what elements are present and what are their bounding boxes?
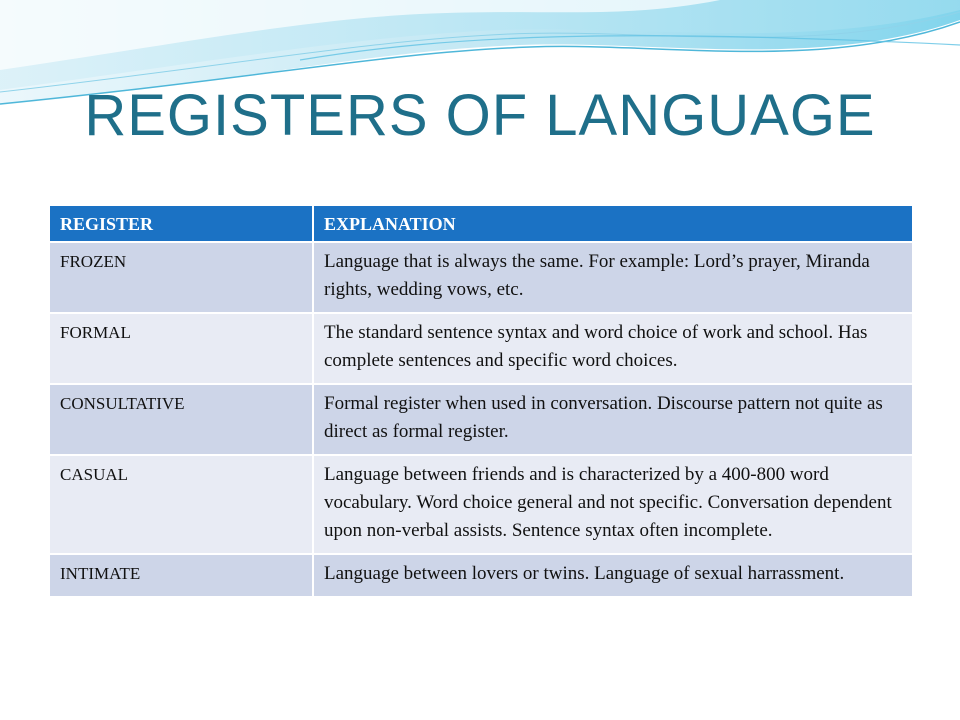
explanation-cell: Language between friends and is characterized by a 400-800 word vocabulary. Word choice general and not specific. Conversation dependent upon non-verbal assists. Sentence syntax often incomplete. xyxy=(313,455,913,554)
explanation-cell: Language that is always the same. For example: Lord’s prayer, Miranda rights, wedding vows, etc. xyxy=(313,242,913,313)
explanation-cell: The standard sentence syntax and word choice of work and school. Has complete sentences and specific word choices. xyxy=(313,313,913,384)
register-cell: CONSULTATIVE xyxy=(49,384,313,455)
table-row xyxy=(49,455,913,554)
table-row xyxy=(49,554,913,597)
table-row xyxy=(49,313,913,384)
register-cell: CASUAL xyxy=(49,455,313,554)
table-header-row xyxy=(49,205,913,242)
register-cell: INTIMATE xyxy=(49,554,313,597)
register-cell: FROZEN xyxy=(49,242,313,313)
table-row xyxy=(49,384,913,455)
table-row xyxy=(49,242,913,313)
header-explanation: EXPLANATION xyxy=(313,205,913,242)
explanation-cell: Formal register when used in conversation. Discourse pattern not quite as direct as formal register. xyxy=(313,384,913,455)
explanation-cell: Language between lovers or twins. Language of sexual harrassment. xyxy=(313,554,913,597)
registers-table xyxy=(48,204,914,598)
header-register: REGISTER xyxy=(49,205,313,242)
slide-title: REGISTERS OF LANGUAGE xyxy=(84,83,876,148)
register-cell: FORMAL xyxy=(49,313,313,384)
